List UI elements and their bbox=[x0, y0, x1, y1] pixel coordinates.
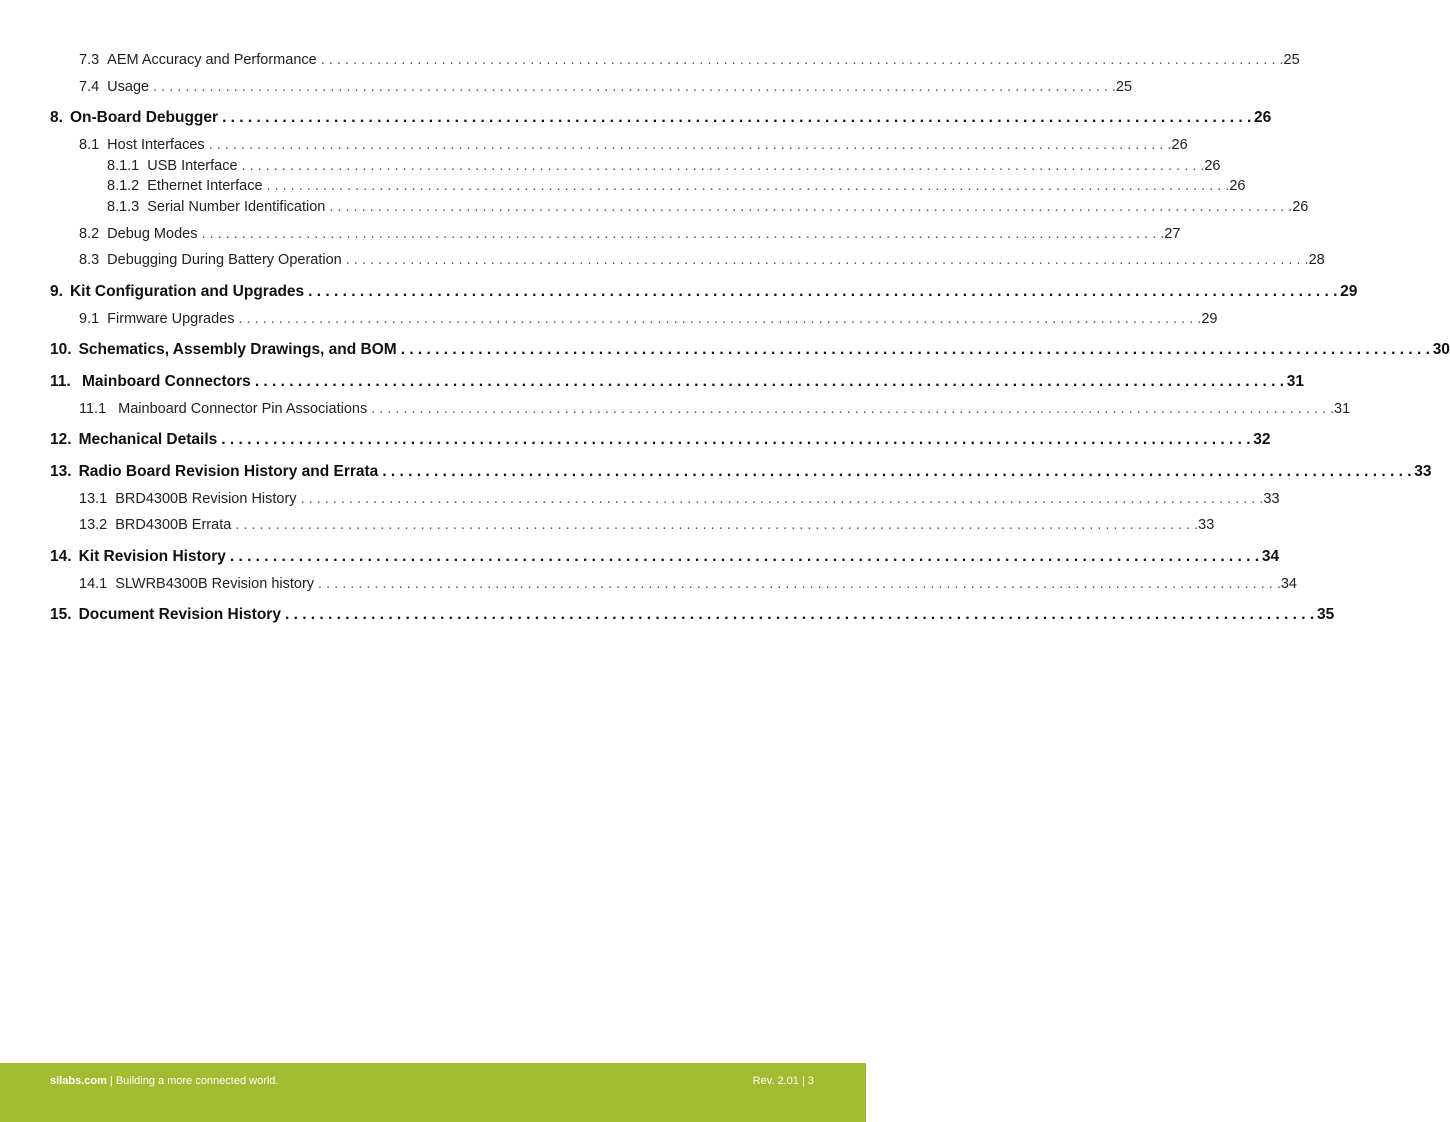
footer-branding bbox=[50, 1075, 278, 1087]
toc-entry-title: Debugging During Battery Operation bbox=[107, 252, 342, 268]
dot-leader: . . . . . . . . . . . . . . . . . . . . . . . . . . . . . . . . . . . . . . . . . . . . . . . . . . . . . . . . . . . . . . . . . . . . . . . . . . . . . . . . . . . . . . . . . . . . . . . . . . . . . . . . . . . . . . . . . . . . . . . . bbox=[345, 252, 1309, 268]
toc-entry-page: 33 bbox=[1198, 517, 1215, 533]
toc-entry-7-4[interactable] bbox=[79, 78, 1133, 96]
toc-entry-title: BRD4300B Errata bbox=[115, 517, 232, 533]
toc-entry-title: Kit Revision History bbox=[78, 548, 226, 565]
toc-entry-8-3[interactable] bbox=[79, 251, 1325, 269]
footer-site-link[interactable]: silabs.com bbox=[50, 1075, 107, 1087]
toc-entry-title: USB Interface bbox=[147, 158, 238, 174]
toc-entry-8-2[interactable] bbox=[79, 225, 1181, 243]
toc-entry-14-1[interactable] bbox=[79, 575, 1297, 593]
toc-entry-page: 30 bbox=[1432, 341, 1450, 358]
toc-entry-title: Mechanical Details bbox=[78, 431, 218, 448]
dot-leader: . . . . . . . . . . . . . . . . . . . . . . . . . . . . . . . . . . . . . . . . . . . . . . . . . . . . . . . . . . . . . . . . . . . . . . . . . . . . . . . . . . . . . . . . . . . . . . . . . . . . . . . . . . . . . . . . . . . . . . . . bbox=[254, 373, 1285, 390]
dot-leader: . . . . . . . . . . . . . . . . . . . . . . . . . . . . . . . . . . . . . . . . . . . . . . . . . . . . . . . . . . . . . . . . . . . . . . . . . . . . . . . . . . . . . . . . . . . . . . . . . . . . . . . . . . . . . . . . . . . . . . . . bbox=[266, 178, 1230, 194]
toc-entry-page: 26 bbox=[1204, 158, 1221, 174]
toc-entry-8[interactable] bbox=[50, 109, 1272, 127]
toc-entry-page: 26 bbox=[1229, 178, 1246, 194]
toc-entry-page: 26 bbox=[1292, 199, 1309, 215]
toc-entry-9-1[interactable] bbox=[79, 310, 1218, 328]
toc-entry-number: 8.3 bbox=[79, 252, 100, 268]
toc-entry-page: 26 bbox=[1171, 137, 1188, 153]
toc-entry-title: Radio Board Revision History and Errata bbox=[78, 463, 379, 480]
toc-entry-title: Document Revision History bbox=[78, 606, 281, 623]
toc-entry-page: 25 bbox=[1115, 79, 1133, 95]
dot-leader: . . . . . . . . . . . . . . . . . . . . . . . . . . . . . . . . . . . . . . . . . . . . . . . . . . . . . . . . . . . . . . . . . . . . . . . . . . . . . . . . . . . . . . . . . . . . . . . . . . . . . . . . . . . . . . . . . . . . . . . . bbox=[308, 283, 1338, 300]
dot-leader: . . . . . . . . . . . . . . . . . . . . . . . . . . . . . . . . . . . . . . . . . . . . . . . . . . . . . . . . . . . . . . . . . . . . . . . . . . . . . . . . . . . . . . . . . . . . . . . . . . . . . . . . . . . . . . . . . . . . . . . . bbox=[382, 463, 1412, 480]
toc-entry-number: 15. bbox=[50, 606, 72, 623]
toc-entry-page: 34 bbox=[1280, 576, 1297, 592]
toc-entry-title: Schematics, Assembly Drawings, and BOM bbox=[78, 341, 397, 358]
toc-entry-8-1-2[interactable] bbox=[107, 177, 1246, 195]
toc-entry-13-2[interactable] bbox=[79, 516, 1215, 534]
footer-tagline: | Building a more connected world. bbox=[106, 1075, 279, 1087]
toc-entry-10[interactable] bbox=[50, 341, 1450, 359]
toc-entry-number: 11. bbox=[50, 373, 71, 390]
dot-leader: . . . . . . . . . . . . . . . . . . . . . . . . . . . . . . . . . . . . . . . . . . . . . . . . . . . . . . . . . . . . . . . . . . . . . . . . . . . . . . . . . . . . . . . . . . . . . . . . . . . . . . . . . . . . . . . . . . . . . . . . bbox=[400, 341, 1430, 358]
dot-leader: . . . . . . . . . . . . . . . . . . . . . . . . . . . . . . . . . . . . . . . . . . . . . . . . . . . . . . . . . . . . . . . . . . . . . . . . . . . . . . . . . . . . . . . . . . . . . . . . . . . . . . . . . . . . . . . . . . . . . . . . bbox=[222, 109, 1252, 126]
toc-entry-number: 13.2 bbox=[79, 517, 108, 533]
toc-entry-number: 9. bbox=[50, 283, 63, 300]
toc-entry-number: 8.1.1 bbox=[107, 158, 140, 174]
toc-entry-number: 14. bbox=[50, 548, 72, 565]
toc-entry-number: 8.1.2 bbox=[107, 178, 140, 194]
toc-entry-number: 13. bbox=[50, 463, 72, 480]
dot-leader: . . . . . . . . . . . . . . . . . . . . . . . . . . . . . . . . . . . . . . . . . . . . . . . . . . . . . . . . . . . . . . . . . . . . . . . . . . . . . . . . . . . . . . . . . . . . . . . . . . . . . . . . . . . . . . . . . . . . . . . . bbox=[300, 491, 1264, 507]
toc-entry-page: 35 bbox=[1316, 606, 1335, 623]
toc-entry-11-1[interactable] bbox=[79, 400, 1351, 418]
toc-entry-title: Mainboard Connectors bbox=[77, 373, 251, 390]
toc-entry-8-1-1[interactable] bbox=[107, 157, 1221, 175]
dot-leader: . . . . . . . . . . . . . . . . . . . . . . . . . . . . . . . . . . . . . . . . . . . . . . . . . . . . . . . . . . . . . . . . . . . . . . . . . . . . . . . . . . . . . . . . . . . . . . . . . . . . . . . . . . . . . . . . . . . . . . . . bbox=[221, 431, 1251, 448]
toc-entry-15[interactable] bbox=[50, 606, 1335, 624]
toc-entry-number: 8.1.3 bbox=[107, 199, 140, 215]
dot-leader: . . . . . . . . . . . . . . . . . . . . . . . . . . . . . . . . . . . . . . . . . . . . . . . . . . . . . . . . . . . . . . . . . . . . . . . . . . . . . . . . . . . . . . . . . . . . . . . . . . . . . . . . . . . . . . . . . . . . . . . . bbox=[235, 517, 1199, 533]
toc-entry-title: Usage bbox=[107, 79, 150, 95]
toc-entry-13-1[interactable] bbox=[79, 490, 1280, 508]
toc-entry-page: 27 bbox=[1164, 226, 1181, 242]
toc-entry-number: 7.3 bbox=[79, 52, 100, 68]
toc-entry-page: 29 bbox=[1201, 311, 1218, 327]
toc-entry-page: 29 bbox=[1340, 283, 1358, 300]
toc-entry-page: 31 bbox=[1334, 401, 1351, 417]
toc-entry-page: 33 bbox=[1414, 463, 1432, 480]
toc-entry-title: Serial Number Identification bbox=[147, 199, 326, 215]
toc-entry-13[interactable] bbox=[50, 463, 1432, 481]
toc-entry-title: Firmware Upgrades bbox=[107, 311, 235, 327]
page-footer bbox=[0, 1063, 866, 1122]
toc-entry-page: 28 bbox=[1308, 252, 1325, 268]
toc-entry-page: 25 bbox=[1283, 52, 1300, 68]
toc-entry-page: 32 bbox=[1253, 431, 1271, 448]
toc-entry-8-1[interactable] bbox=[79, 136, 1188, 154]
toc-entry-page: 31 bbox=[1286, 373, 1305, 390]
toc-entry-title: Kit Configuration and Upgrades bbox=[69, 283, 305, 300]
toc-entry-number: 10. bbox=[50, 341, 72, 358]
toc-entry-title: Ethernet Interface bbox=[147, 178, 263, 194]
toc-entry-7-3[interactable] bbox=[79, 51, 1300, 69]
dot-leader: . . . . . . . . . . . . . . . . . . . . . . . . . . . . . . . . . . . . . . . . . . . . . . . . . . . . . . . . . . . . . . . . . . . . . . . . . . . . . . . . . . . . . . . . . . . . . . . . . . . . . . . . . . . . . . . . . . . . . . . . bbox=[329, 199, 1293, 215]
toc-entry-page: 33 bbox=[1263, 491, 1280, 507]
toc-entry-number: 8. bbox=[50, 109, 63, 126]
dot-leader: . . . . . . . . . . . . . . . . . . . . . . . . . . . . . . . . . . . . . . . . . . . . . . . . . . . . . . . . . . . . . . . . . . . . . . . . . . . . . . . . . . . . . . . . . . . . . . . . . . . . . . . . . . . . . . . . . . . . . . . . bbox=[238, 311, 1202, 327]
toc-entry-page: 26 bbox=[1254, 109, 1272, 126]
dot-leader: . . . . . . . . . . . . . . . . . . . . . . . . . . . . . . . . . . . . . . . . . . . . . . . . . . . . . . . . . . . . . . . . . . . . . . . . . . . . . . . . . . . . . . . . . . . . . . . . . . . . . . . . . . . . . . . . . . . . . . . . bbox=[241, 158, 1205, 174]
toc-entry-number: 7.4 bbox=[79, 79, 100, 95]
toc-entry-9[interactable] bbox=[50, 283, 1358, 301]
dot-leader: . . . . . . . . . . . . . . . . . . . . . . . . . . . . . . . . . . . . . . . . . . . . . . . . . . . . . . . . . . . . . . . . . . . . . . . . . . . . . . . . . . . . . . . . . . . . . . . . . . . . . . . . . . . . . . . . . . . . . . . . bbox=[320, 52, 1284, 68]
footer-revision: Rev. 2.01 | 3 bbox=[752, 1075, 814, 1087]
dot-leader: . . . . . . . . . . . . . . . . . . . . . . . . . . . . . . . . . . . . . . . . . . . . . . . . . . . . . . . . . . . . . . . . . . . . . . . . . . . . . . . . . . . . . . . . . . . . . . . . . . . . . . . . . . . . . . . . . . . . . . . . bbox=[153, 79, 1116, 95]
toc-entry-title: BRD4300B Revision History bbox=[115, 491, 297, 507]
toc-entry-number: 8.1 bbox=[79, 137, 100, 153]
dot-leader: . . . . . . . . . . . . . . . . . . . . . . . . . . . . . . . . . . . . . . . . . . . . . . . . . . . . . . . . . . . . . . . . . . . . . . . . . . . . . . . . . . . . . . . . . . . . . . . . . . . . . . . . . . . . . . . . . . . . . . . . bbox=[201, 226, 1165, 242]
toc-entry-number: 14.1 bbox=[79, 576, 108, 592]
toc-entry-title: AEM Accuracy and Performance bbox=[107, 52, 317, 68]
toc-entry-number: 8.2 bbox=[79, 226, 100, 242]
toc-entry-11[interactable] bbox=[50, 373, 1305, 391]
toc-entry-number: 13.1 bbox=[79, 491, 108, 507]
toc-entry-number: 9.1 bbox=[79, 311, 100, 327]
toc-entry-14[interactable] bbox=[50, 548, 1280, 566]
toc-entry-title: Mainboard Connector Pin Associations bbox=[118, 401, 368, 417]
toc-entry-8-1-3[interactable] bbox=[107, 198, 1309, 216]
toc-entry-title: Host Interfaces bbox=[107, 137, 205, 153]
dot-leader: . . . . . . . . . . . . . . . . . . . . . . . . . . . . . . . . . . . . . . . . . . . . . . . . . . . . . . . . . . . . . . . . . . . . . . . . . . . . . . . . . . . . . . . . . . . . . . . . . . . . . . . . . . . . . . . . . . . . . . . . bbox=[371, 401, 1335, 417]
toc-entry-12[interactable] bbox=[50, 431, 1271, 449]
toc-entry-page: 34 bbox=[1261, 548, 1280, 565]
dot-leader: . . . . . . . . . . . . . . . . . . . . . . . . . . . . . . . . . . . . . . . . . . . . . . . . . . . . . . . . . . . . . . . . . . . . . . . . . . . . . . . . . . . . . . . . . . . . . . . . . . . . . . . . . . . . . . . . . . . . . . . . bbox=[318, 576, 1281, 592]
dot-leader: . . . . . . . . . . . . . . . . . . . . . . . . . . . . . . . . . . . . . . . . . . . . . . . . . . . . . . . . . . . . . . . . . . . . . . . . . . . . . . . . . . . . . . . . . . . . . . . . . . . . . . . . . . . . . . . . . . . . . . . . bbox=[284, 606, 1315, 623]
dot-leader: . . . . . . . . . . . . . . . . . . . . . . . . . . . . . . . . . . . . . . . . . . . . . . . . . . . . . . . . . . . . . . . . . . . . . . . . . . . . . . . . . . . . . . . . . . . . . . . . . . . . . . . . . . . . . . . . . . . . . . . . bbox=[229, 548, 1260, 565]
toc-entry-title: On-Board Debugger bbox=[69, 109, 219, 126]
toc-entry-number: 12. bbox=[50, 431, 72, 448]
dot-leader: . . . . . . . . . . . . . . . . . . . . . . . . . . . . . . . . . . . . . . . . . . . . . . . . . . . . . . . . . . . . . . . . . . . . . . . . . . . . . . . . . . . . . . . . . . . . . . . . . . . . . . . . . . . . . . . . . . . . . . . . bbox=[208, 137, 1172, 153]
toc-entry-title: Debug Modes bbox=[107, 226, 198, 242]
toc-entry-title: SLWRB4300B Revision history bbox=[115, 576, 315, 592]
toc-entry-number: 11.1 bbox=[79, 401, 107, 417]
